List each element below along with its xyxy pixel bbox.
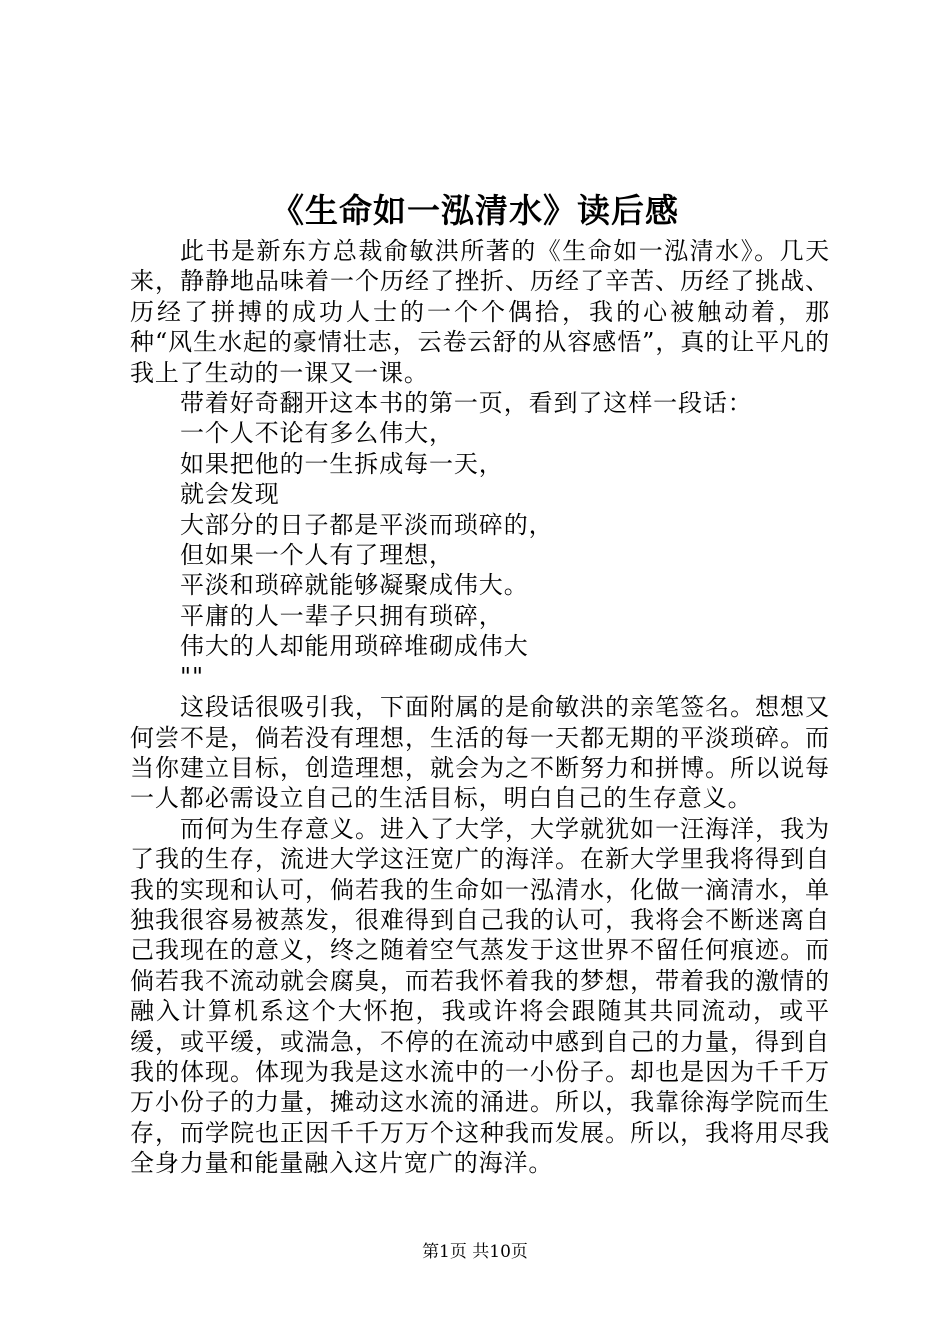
poem-line: 一个人不论有多么伟大， bbox=[180, 419, 454, 448]
poem-line: 就会发现 bbox=[180, 480, 280, 509]
poem-line: 伟大的人却能用琐碎堆砌成伟大 bbox=[180, 632, 529, 661]
poem-line: 平淡和琐碎就能够凝聚成伟大。 bbox=[180, 571, 529, 600]
poem-line: 如果把他的一生拆成每一天， bbox=[180, 449, 504, 478]
paragraph-lead-in: 带着好奇翻开这本书的第一页，看到了这样一段话： bbox=[180, 389, 753, 418]
page-number-footer: 第1页 共10页 bbox=[422, 1242, 528, 1262]
paragraph-reflection: 这段话很吸引我，下面附属的是俞敏洪的亲笔签名。想想又何尝不是，倘若没有理想，生活的每一天都无期的平淡琐碎。而当你建立目标，创造理想，就会为之不断努力和拼博。所以说每一人都必需设立自己的生活目标，明白自己的生存意义。 bbox=[130, 693, 830, 813]
poem-closing-quotes: "" bbox=[180, 662, 204, 691]
poem-line: 大部分的日子都是平淡而琐碎的， bbox=[180, 510, 554, 539]
document-title: 《生命如一泓清水》读后感 bbox=[271, 191, 679, 230]
poem-line: 但如果一个人有了理想， bbox=[180, 541, 454, 570]
paragraph-intro: 此书是新东方总裁俞敏洪所著的《生命如一泓清水》。几天来，静静地品味着一个历经了挫折、历经了辛苦、历经了挑战、历经了拼搏的成功人士的一个个偶拾，我的心被触动着，那种“风生水起的豪情壮志，云卷云舒的从容感悟”，真的让平凡的我上了生动的一课又一课。 bbox=[130, 237, 830, 387]
quoted-poem bbox=[130, 418, 830, 692]
poem-line: 平庸的人一辈子只拥有琐碎， bbox=[180, 601, 504, 630]
document-body bbox=[130, 236, 830, 1179]
paragraph-meaning: 而何为生存意义。进入了大学，大学就犹如一汪海洋，我为了我的生存，流进大学这汪宽广的海洋。在新大学里我将得到自我的实现和认可，倘若我的生命如一泓清水，化做一滴清水，单独我很容易被蒸发，很难得到自己我的认可，我将会不断迷离自己我现在的意义，终之随着空气蒸发于这世界不留任何痕迹。而倘若我不流动就会腐臭，而若我怀着我的梦想，带着我的激情的融入计算机系这个大怀抱，我或许将会跟随其共同流动，或平缓，或平缓，或湍急，不停的在流动中感到自己的力量，得到自我的体现。体现为我是这水流中的一小份子。却也是因为千千万万小份子的力量，摊动这水流的涌进。所以，我靠徐海学院而生存，而学院也正因千千万万个这种我而发展。所以，我将用尽我全身力量和能量融入这片宽广的海洋。 bbox=[130, 814, 830, 1178]
